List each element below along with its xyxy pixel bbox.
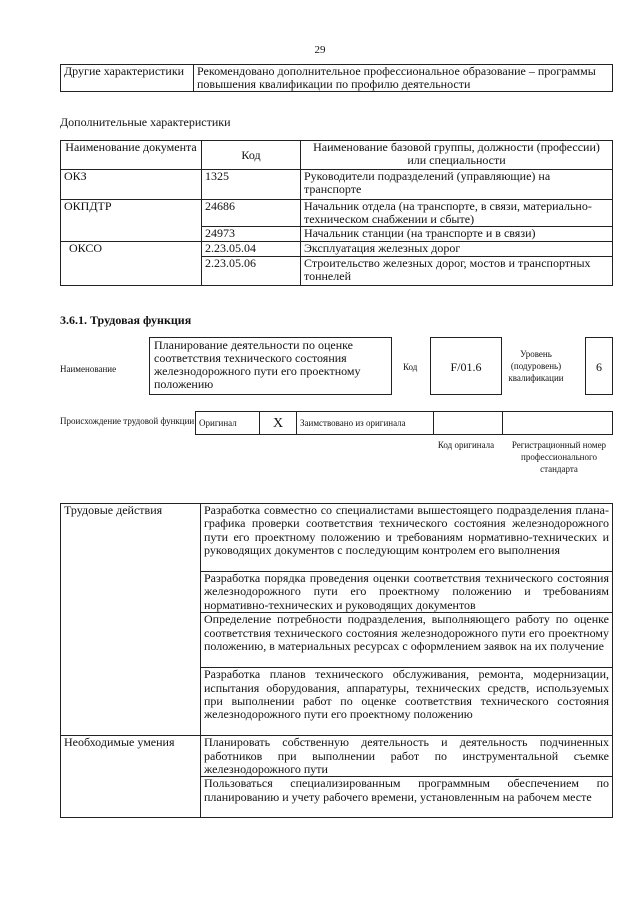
function-code-label: Код: [403, 362, 418, 372]
required-skills-label: Необходимые умения: [61, 736, 201, 818]
header-doc-name: Наименование документа: [61, 141, 202, 170]
reg-number-cell: [503, 412, 613, 435]
required-skill: Пользоваться специализированным программным обеспечением по планированию и учету рабочего времени, установленным на рабочем месте: [201, 777, 613, 818]
doc-cell: ОКПДТР: [61, 200, 202, 242]
other-characteristics-value: Рекомендовано дополнительное профессиональное образование – программы повышения квалификации по профилю деятельности: [194, 65, 613, 92]
code-cell: 2.23.05.06: [202, 257, 301, 286]
original-code-caption: Код оригинала: [437, 440, 495, 450]
qualification-level: 6: [585, 337, 613, 395]
code-cell: 24686: [202, 200, 301, 227]
other-characteristics-table: [60, 64, 613, 92]
labor-action: Определение потребности подразделения, выполняющего работу по оценке соответствия технического состояния железнодорожного пути его проектному положению, в материальных ресурсах с оформлением заявок на их получение: [201, 613, 613, 668]
origin-label: Происхождение трудовой функции: [60, 416, 195, 426]
code-cell: 1325: [202, 170, 301, 200]
table-row: [61, 200, 613, 227]
function-heading: 3.6.1. Трудовая функция: [60, 313, 192, 327]
labor-action: Разработка порядка проведения оценки соответствия технического состояния железнодорожного пути его проектному положению и требованиям нормативно-технических и руководящих документов: [201, 572, 613, 613]
qualification-level-label: Уровень (подуровень) квалификации: [508, 349, 564, 383]
reg-number-caption: Регистрационный номер профессионального стандарта: [511, 440, 607, 474]
classifiers-table: [60, 140, 613, 286]
function-name: Планирование деятельности по оценке соответствия технического состояния железнодорожного пути его проектному положению: [149, 337, 392, 395]
page-number: 29: [314, 44, 326, 56]
borrowed-label: Заимствовано из оригинала: [297, 412, 434, 435]
header-group-name: Наименование базовой группы, должности (профессии) или специальности: [301, 141, 613, 170]
labor-action: Разработка совместно со специалистами вышестоящего подразделения плана-графика проверки соответствия технического состояния железнодорожного пути его проектному положению и требованиям нормативно-технических и руководящих документов с последующим контролем его выполнения: [201, 504, 613, 572]
name-cell: Строительство железных дорог, мостов и транспортных тоннелей: [301, 257, 613, 286]
table-row: [61, 242, 613, 257]
code-cell: 24973: [202, 227, 301, 242]
doc-cell: ОКЗ: [61, 170, 202, 200]
header-code: Код: [202, 141, 301, 170]
name-cell: Руководители подразделений (управляющие) на транспорте: [301, 170, 613, 200]
table-row: [61, 170, 613, 200]
function-name-label: Наименование: [60, 364, 117, 374]
name-cell: Начальник станции (на транспорте и в связи): [301, 227, 613, 242]
required-skill: Планировать собственную деятельность и деятельность подчиненных работников при выполнении работ по инструментальной съемке железнодорожного пути: [201, 736, 613, 777]
code-cell: 2.23.05.04: [202, 242, 301, 257]
table-row: [61, 504, 613, 572]
original-code-cell: [434, 412, 503, 435]
labor-actions-label: Трудовые действия: [61, 504, 201, 736]
original-mark: X: [260, 412, 297, 435]
labor-action: Разработка планов технического обслуживания, ремонта, модернизации, испытания оборудования, аппаратуры, технических средств, используемых при выполнении работ по оценке соответствия технического состояния железнодорожного пути его проектному положению: [201, 668, 613, 736]
original-label: Оригинал: [196, 412, 260, 435]
additional-characteristics-title: Дополнительные характеристики: [60, 115, 231, 129]
origin-table: [195, 411, 613, 435]
table-row: [61, 736, 613, 777]
function-code: F/01.6: [430, 337, 502, 395]
function-details-table: [60, 503, 613, 818]
other-characteristics-label: Другие характеристики: [61, 65, 194, 92]
doc-cell: ОКСО: [61, 242, 202, 286]
name-cell: Начальник отдела (на транспорте, в связи, материально-техническом снабжении и сбыте): [301, 200, 613, 227]
name-cell: Эксплуатация железных дорог: [301, 242, 613, 257]
